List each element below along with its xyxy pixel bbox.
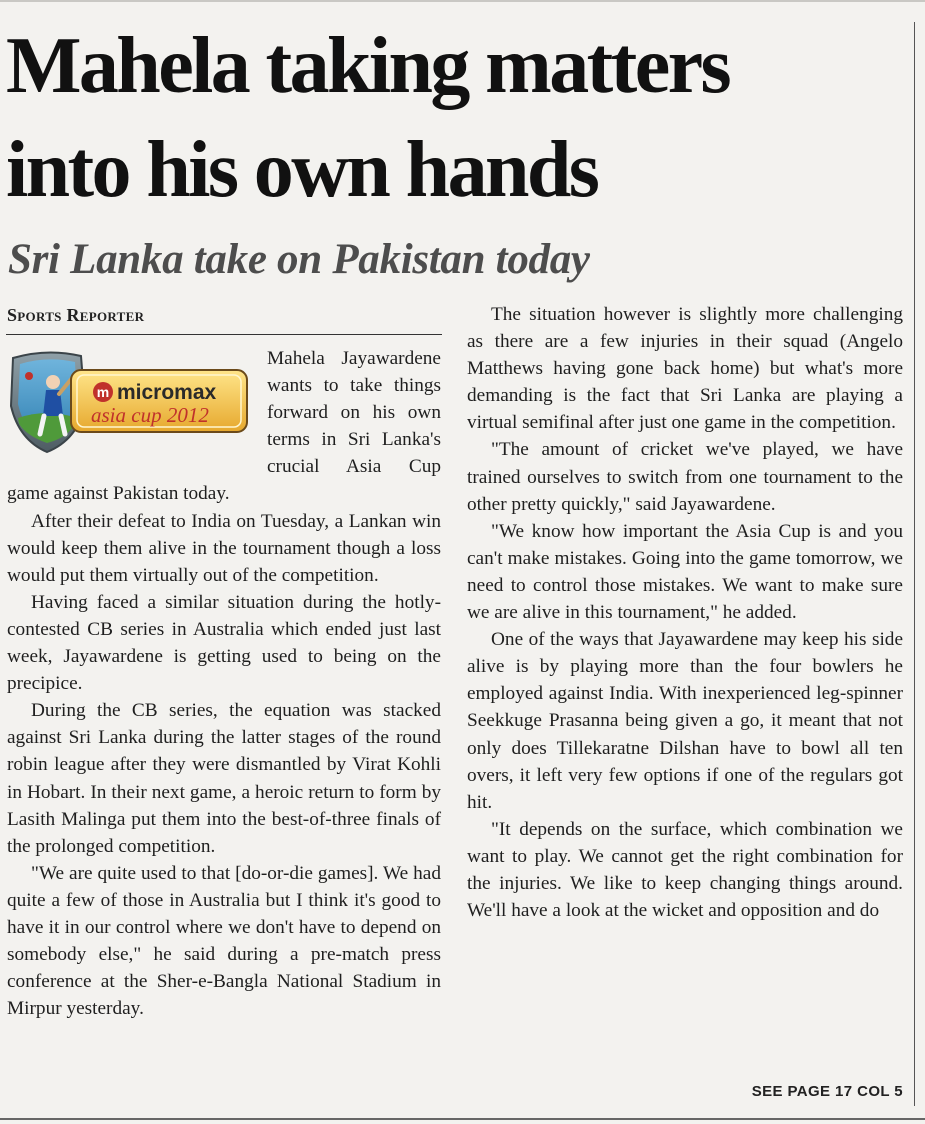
- cricket-batsman-shield-icon: [7, 348, 253, 454]
- paragraph: Mahela Jayawardene wants to take things forward on his own terms in Sri Lanka's crucial Asia Cup game against Pakistan today.: [7, 348, 441, 505]
- paragraph: "The amount of cricket we've played, we have trained ourselves to switch from one tournament to the other pretty quickly," said Jayawardene.: [467, 439, 903, 515]
- paragraph: "We know how important the Asia Cup is and you can't make mistakes. Going into the game tomorrow, we need to control those mistakes. We want to make sure we are alive in this tournament," he added.: [467, 520, 903, 624]
- logo-event: asia cup 2012: [91, 403, 209, 427]
- article-column-1: [7, 345, 441, 1022]
- column-divider-right: [914, 22, 915, 1106]
- paragraph: "It depends on the surface, which combination we want to play. We cannot get the right combination for the injuries. We like to keep changing things around. We'll have a look at the wicket and opposition and do: [467, 818, 903, 922]
- headline-line-1: Mahela taking matters: [6, 22, 730, 110]
- byline: Sports Reporter: [7, 305, 145, 325]
- asia-cup-logo: [7, 348, 253, 454]
- paragraph: "We are quite used to that [do-or-die games]. We had quite a few of those in Australia but I think it's good to have it in our control where we don't have to depend on somebody else," he said during a pre-match press conference at the Sher-e-Bangla National Stadium in Mirpur yesterday.: [7, 862, 441, 1020]
- paragraph: The situation however is slightly more challenging as there are a few injuries in their squad (Angelo Matthews having gone back home) but what's more demanding is the fact that Sri Lanka are playing a virtual semifinal after just one game in the competition.: [467, 304, 903, 434]
- paragraph: Having faced a similar situation during the hotly-contested CB series in Australia which ended just last week, Jayawardene is getting used to being on the precipice.: [7, 591, 441, 695]
- paragraph: After their defeat to India on Tuesday, a Lankan win would keep them alive in the tournament though a loss would put them virtually out of the competition.: [7, 510, 441, 586]
- subheadline: Sri Lanka take on Pakistan today: [8, 236, 590, 283]
- article-column-2: [467, 301, 903, 924]
- top-border: [0, 0, 925, 2]
- bottom-rule: [0, 1118, 925, 1120]
- paragraph: One of the ways that Jayawardene may keep his side alive is by playing more than the four bowlers he employed against India. With inexperienced leg-spinner Seekkuge Prasanna being given a go, it meant that not only does Tillekaratne Dilshan have to bowl all ten overs, it left very few options if one of the regulars got hit.: [467, 629, 903, 813]
- headline: [6, 14, 911, 222]
- svg-text:m: m: [96, 384, 110, 400]
- byline-rule: [6, 334, 442, 335]
- paragraph: During the CB series, the equation was stacked against Sri Lanka during the latter stages of the round robin league after they were dismantled by Virat Kohli in Hobart. In their next game, a heroic return to form by Lasith Malinga put them into the best-of-three finals of the prolonged competition.: [7, 700, 441, 857]
- headline-line-2: into his own hands: [6, 126, 598, 214]
- logo-brand: micromax: [117, 381, 217, 404]
- continuation-note: SEE PAGE 17 COL 5: [751, 1083, 903, 1100]
